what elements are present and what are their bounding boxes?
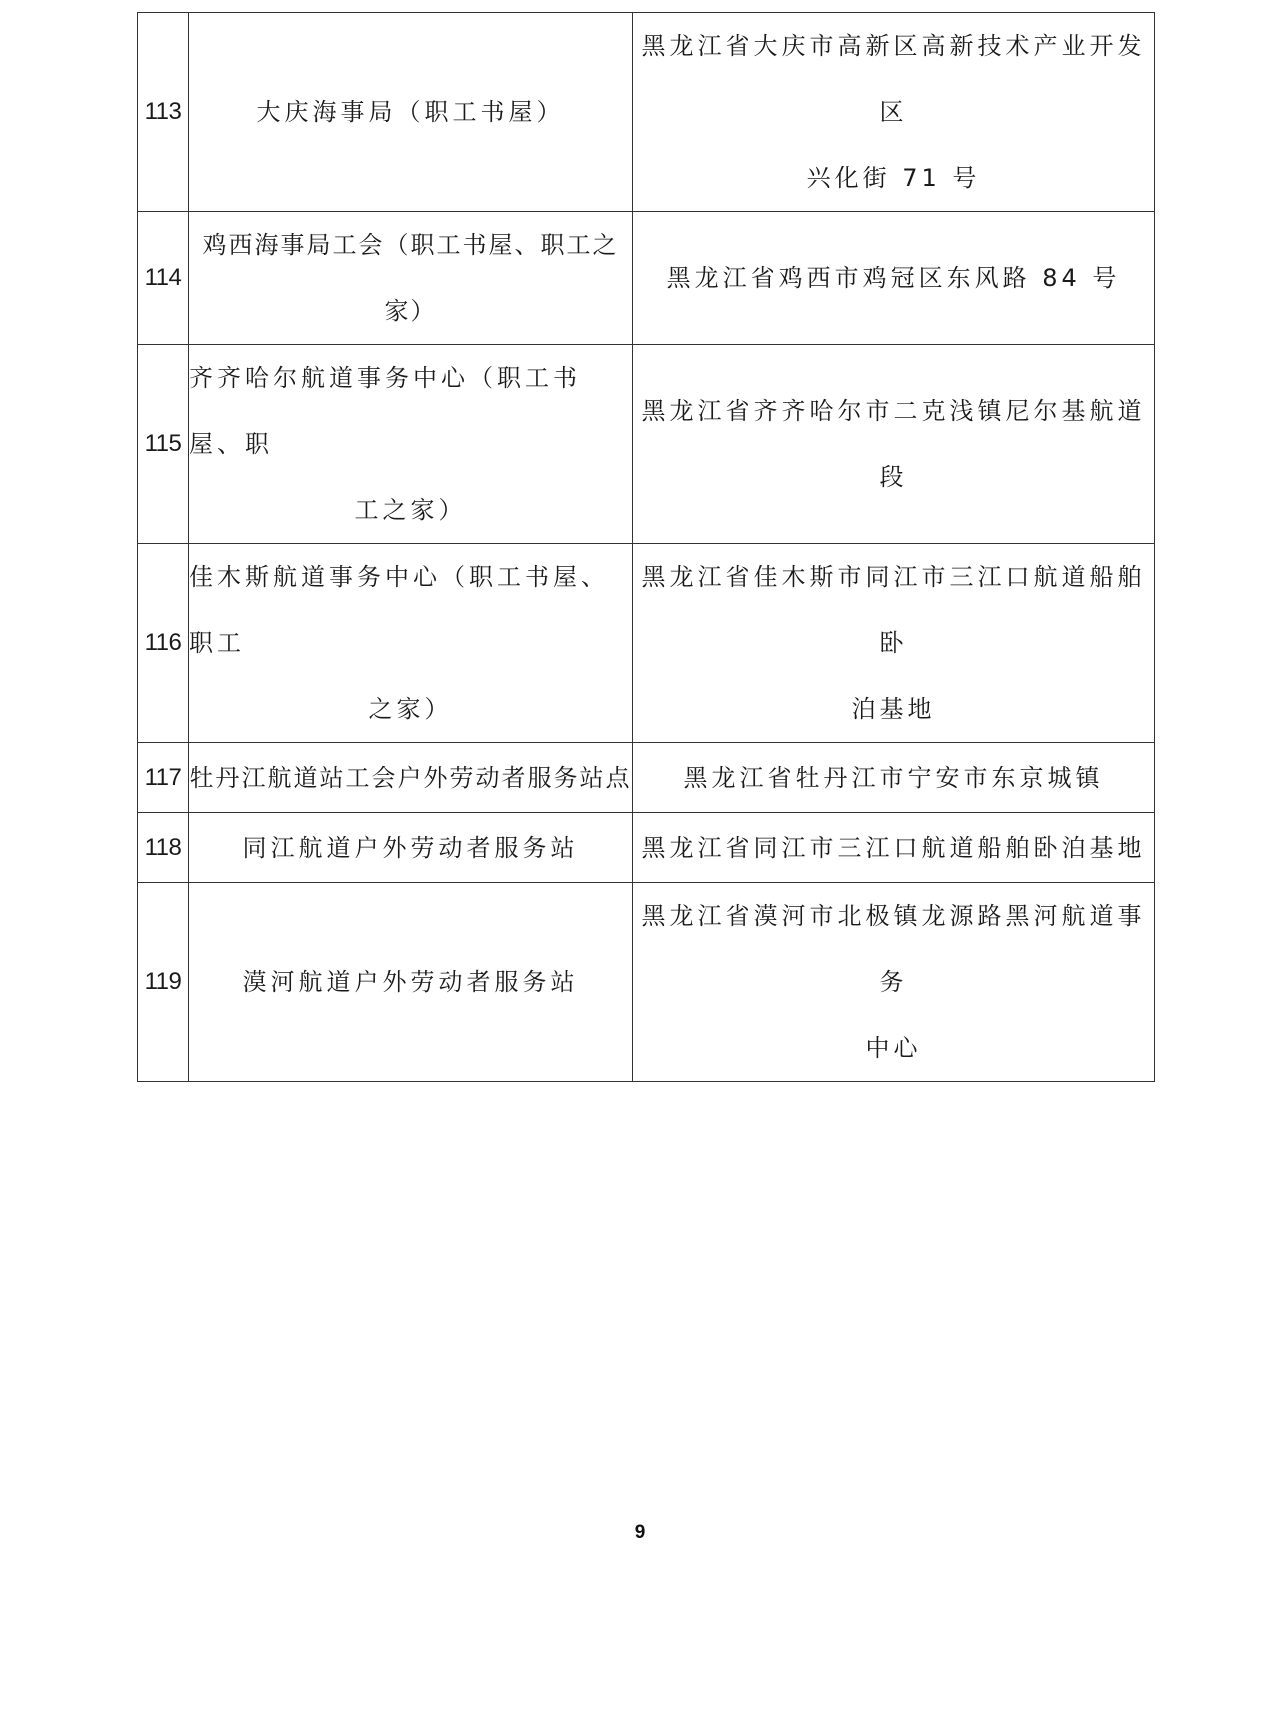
site-name-line: 齐齐哈尔航道事务中心（职工书屋、职 xyxy=(189,364,581,458)
site-name-line: 牡丹江航道站工会户外劳动者服务站点 xyxy=(189,763,632,792)
address-line: 兴化街 71 号 xyxy=(806,164,981,192)
site-address xyxy=(633,883,1155,1082)
site-name-line: 之家） xyxy=(368,695,453,723)
site-address xyxy=(633,813,1155,883)
site-name xyxy=(189,743,633,813)
row-number: 118 xyxy=(138,813,189,883)
row-number: 114 xyxy=(138,212,189,345)
site-name-line: 漠河航道户外劳动者服务站 xyxy=(242,968,579,996)
table-row xyxy=(138,212,1155,345)
site-name-line: 佳木斯航道事务中心（职工书屋、职工 xyxy=(189,563,609,657)
site-name-line: 同江航道户外劳动者服务站 xyxy=(242,833,579,862)
site-name xyxy=(189,13,633,212)
page-number: 9 xyxy=(634,1522,646,1543)
row-number: 119 xyxy=(138,883,189,1082)
site-address xyxy=(633,13,1155,212)
site-address xyxy=(633,212,1155,345)
site-name xyxy=(189,345,633,544)
table-row xyxy=(138,743,1155,813)
row-number: 116 xyxy=(138,544,189,743)
address-line: 黑龙江省漠河市北极镇龙源路黑河航道事务 xyxy=(641,902,1146,996)
address-line: 黑龙江省大庆市高新区高新技术产业开发区 xyxy=(641,32,1146,126)
row-number: 113 xyxy=(138,13,189,212)
address-line: 泊基地 xyxy=(851,695,936,723)
table-row xyxy=(138,883,1155,1082)
site-address xyxy=(633,743,1155,813)
table-row xyxy=(138,813,1155,883)
address-line: 黑龙江省齐齐哈尔市二克浅镇尼尔基航道段 xyxy=(641,397,1146,491)
site-address xyxy=(633,544,1155,743)
site-name xyxy=(189,883,633,1082)
site-name xyxy=(189,212,633,345)
address-line: 黑龙江省同江市三江口航道船舶卧泊基地 xyxy=(641,833,1146,862)
row-number: 117 xyxy=(138,743,189,813)
table-row xyxy=(138,544,1155,743)
site-name xyxy=(189,544,633,743)
address-line: 黑龙江省鸡西市鸡冠区东风路 84 号 xyxy=(666,264,1121,292)
site-name-line: 大庆海事局（职工书屋） xyxy=(256,98,565,126)
address-line: 黑龙江省牡丹江市宁安市东京城镇 xyxy=(683,763,1104,792)
site-table xyxy=(137,12,1155,1082)
table-row xyxy=(138,13,1155,212)
site-name-line: 工之家） xyxy=(354,496,467,524)
address-line: 黑龙江省佳木斯市同江市三江口航道船舶卧 xyxy=(641,563,1146,657)
address-line: 中心 xyxy=(865,1034,922,1062)
site-address xyxy=(633,345,1155,544)
table-row xyxy=(138,345,1155,544)
site-name-line: 鸡西海事局工会（职工书屋、职工之家） xyxy=(202,231,619,325)
row-number: 115 xyxy=(138,345,189,544)
site-name xyxy=(189,813,633,883)
